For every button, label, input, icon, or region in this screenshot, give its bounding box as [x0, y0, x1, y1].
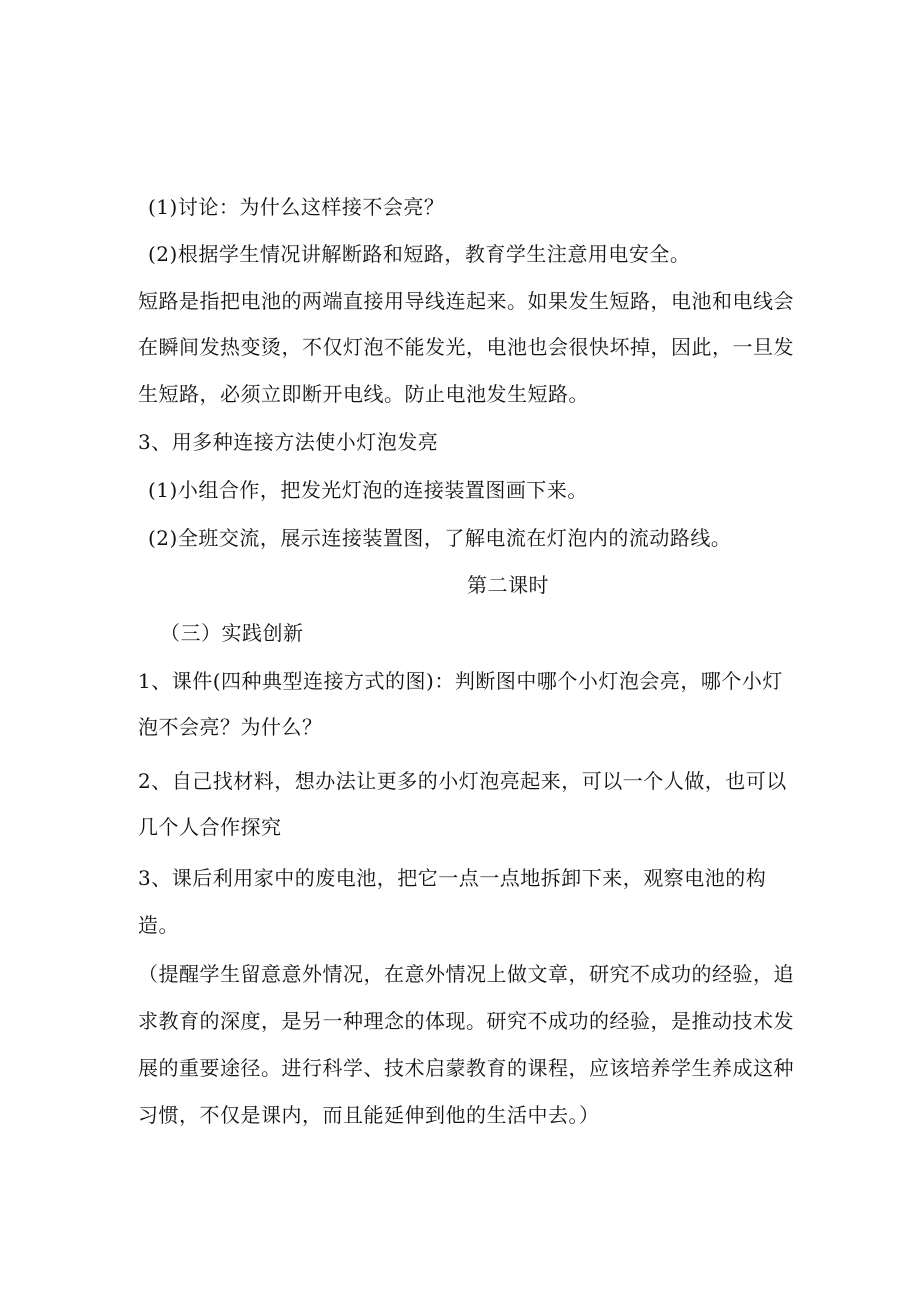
section-heading: （三）实践创新 [160, 621, 304, 645]
text-line: 几个人合作探究 [138, 815, 282, 839]
text-line: (1)讨论：为什么这样接不会亮？ [148, 195, 445, 219]
lesson-title: 第二课时 [467, 573, 549, 597]
text-line: 求教育的深度，是另一种理念的体现。研究不成功的经验，是推动技术发 [138, 1009, 794, 1033]
text-line: (2)全班交流，展示连接装置图，了解电流在灯泡内的流动路线。 [148, 526, 732, 550]
text-line: 2、自己找材料，想办法让更多的小灯泡亮起来，可以一个人做，也可以 [138, 769, 787, 793]
text-line: 短路是指把电池的两端直接用导线连起来。如果发生短路，电池和电线会 [138, 289, 794, 313]
text-line: 生短路，必须立即断开电线。防止电池发生短路。 [138, 382, 589, 406]
text-line: 在瞬间发热变烫，不仅灯泡不能发光，电池也会很快坏掉，因此，一旦发 [138, 335, 794, 359]
text-line: (1)小组合作，把发光灯泡的连接装置图画下来。 [148, 478, 588, 502]
section-heading: 3、用多种连接方法使小灯泡发亮 [138, 430, 439, 454]
text-line: 3、课后利用家中的废电池，把它一点一点地拆卸下来，观察电池的构 [138, 866, 767, 890]
text-line: 泡不会亮？为什么？ [138, 715, 323, 739]
text-line: 习惯，不仅是课内，而且能延伸到他的生活中去。） [138, 1103, 600, 1127]
text-line: 展的重要途径。进行科学、技术启蒙教育的课程，应该培养学生养成这种 [138, 1056, 794, 1080]
text-line: 1、课件(四种典型连接方式的图)：判断图中哪个小灯泡会亮，哪个小灯 [138, 669, 783, 693]
text-line: 造。 [138, 913, 179, 937]
text-line: (2)根据学生情况讲解断路和短路，教育学生注意用电安全。 [148, 242, 691, 266]
text-line: （提醒学生留意意外情况，在意外情况上做文章，研究不成功的经验，追 [138, 962, 794, 986]
